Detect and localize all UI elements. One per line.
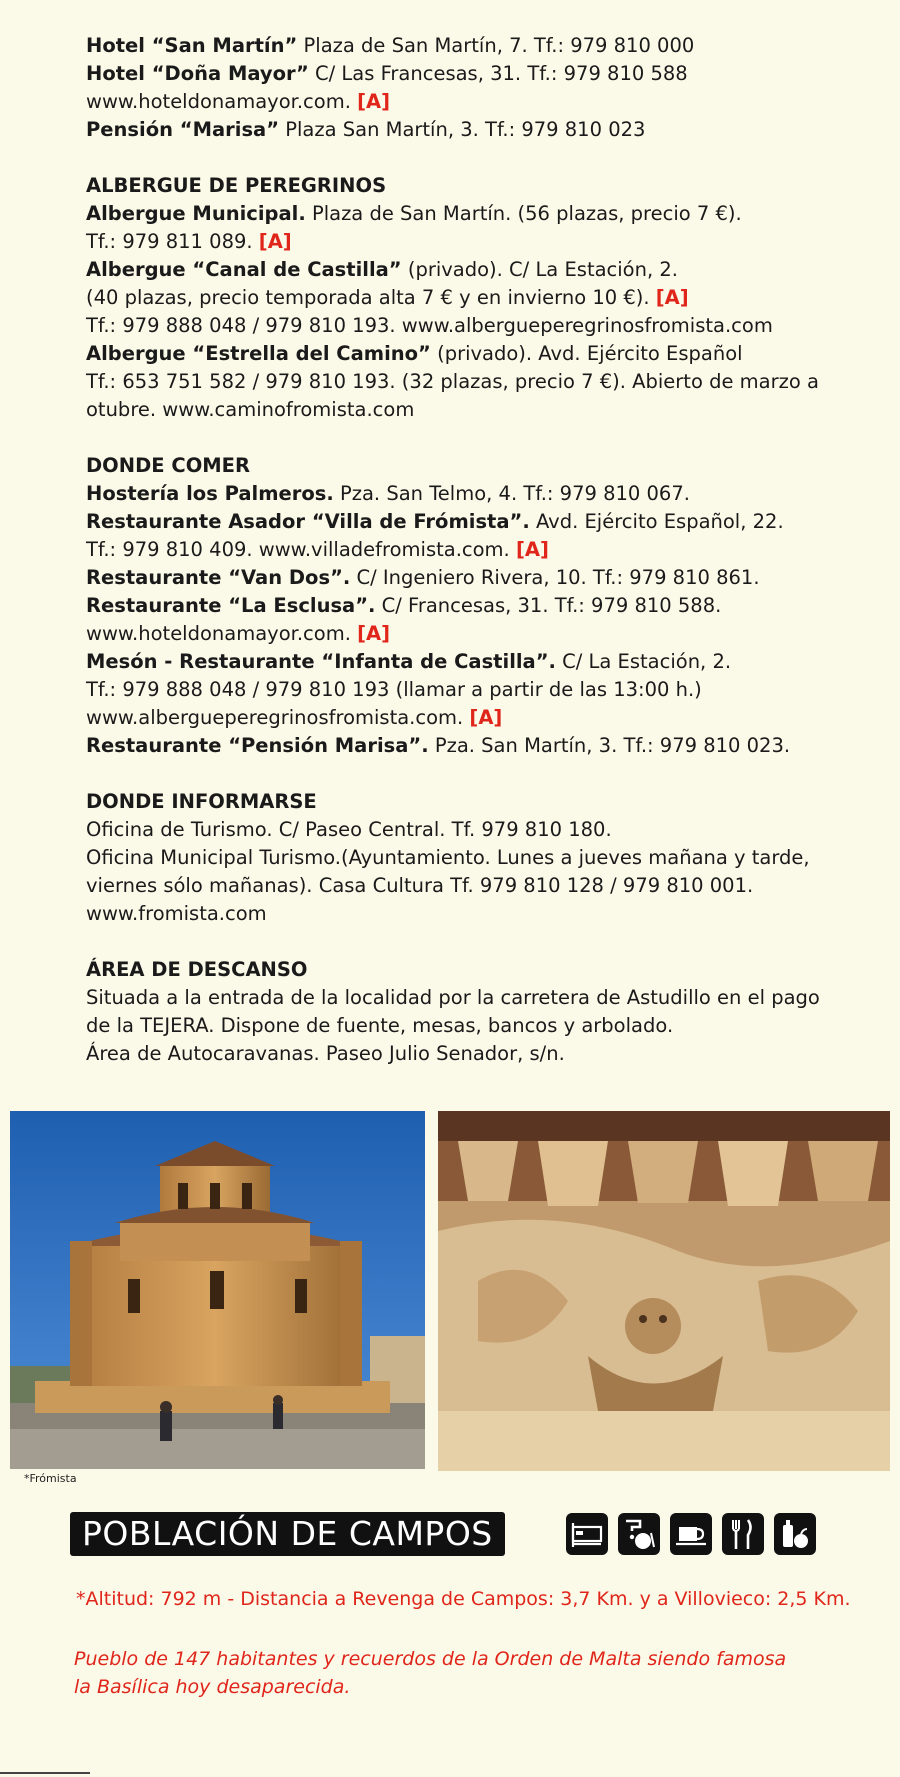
entry-detail: (privado). C/ La Estación, 2.: [401, 258, 678, 281]
entry-name: Restaurante “La Esclusa”.: [86, 594, 376, 617]
comer-lines: [86, 480, 876, 760]
informarse-heading: DONDE INFORMARSE: [86, 790, 317, 813]
text-line: [86, 256, 876, 284]
entry-detail: otubre. www.caminofromista.com: [86, 398, 415, 421]
albergue-section: [86, 172, 876, 424]
entry-detail: Oficina Municipal Turismo.(Ayuntamiento. Lunes a jueves mañana y tarde,: [86, 846, 810, 869]
text-line: [86, 592, 876, 620]
text-line: [86, 1012, 876, 1040]
entry-name: Albergue “Estrella del Camino”: [86, 342, 431, 365]
text-line: [86, 312, 876, 340]
text-line: [86, 704, 876, 732]
entry-detail: Oficina de Turismo. C/ Paseo Central. Tf. 979 810 180.: [86, 818, 612, 841]
text-line: [86, 648, 876, 676]
town-title: POBLACIÓN DE CAMPOS: [70, 1512, 505, 1556]
entry-detail: C/ Francesas, 31. Tf.: 979 810 588.: [375, 594, 722, 617]
accessibility-tag: [A]: [258, 230, 292, 253]
entry-detail: Plaza de San Martín. (56 plazas, precio 7 €).: [305, 202, 742, 225]
descanso-section: [86, 956, 876, 1068]
bed-icon: [566, 1513, 608, 1555]
text-line: [86, 844, 876, 872]
text-line: [86, 984, 876, 1012]
entry-detail: C/ Ingeniero Rivera, 10. Tf.: 979 810 861.: [350, 566, 760, 589]
entry-detail: Tf.: 979 810 409. www.villadefromista.com.: [86, 538, 516, 561]
coffee-icon: [670, 1513, 712, 1555]
entry-detail: C/ La Estación, 2.: [555, 650, 732, 673]
capital-sculpture-photo: [438, 1111, 890, 1471]
comer-heading: DONDE COMER: [86, 454, 251, 477]
text-line: [86, 200, 876, 228]
entry-detail: Avd. Ejército Español, 22.: [529, 510, 784, 533]
entry-name: Restaurante “Pensión Marisa”.: [86, 734, 429, 757]
entry-name: Hotel “Doña Mayor”: [86, 62, 309, 85]
entry-detail: Tf.: 979 888 048 / 979 810 193. www.albergueperegrinosfromista.com: [86, 314, 773, 337]
entry-name: Restaurante Asador “Villa de Frómista”.: [86, 510, 530, 533]
entry-detail: www.albergueperegrinosfromista.com.: [86, 706, 470, 729]
description-line: la Basílica hoy desaparecida.: [74, 1676, 351, 1698]
text-line: [86, 676, 876, 704]
descanso-heading: ÁREA DE DESCANSO: [86, 958, 308, 981]
entry-detail: www.hoteldonamayor.com.: [86, 622, 358, 645]
photo-strip: [10, 1111, 890, 1471]
photo-caption: *Frómista: [24, 1472, 77, 1485]
town-header: [70, 1512, 850, 1556]
text-line: [86, 368, 876, 396]
entry-detail: Tf.: 979 888 048 / 979 810 193 (llamar a partir de las 13:00 h.): [86, 678, 702, 701]
text-line: [86, 88, 876, 116]
groceries-icon: [774, 1513, 816, 1555]
description-line: Pueblo de 147 habitantes y recuerdos de la Orden de Malta siendo famosa: [74, 1648, 787, 1670]
entry-name: Albergue Municipal.: [86, 202, 306, 225]
descanso-lines: [86, 984, 876, 1068]
entry-detail: (privado). Avd. Ejército Español: [430, 342, 743, 365]
informarse-section: [86, 788, 876, 928]
entry-detail: www.hoteldonamayor.com.: [86, 90, 358, 113]
text-line: [86, 340, 876, 368]
town-description: [74, 1645, 864, 1701]
text-line: [86, 480, 876, 508]
text-line: [86, 536, 876, 564]
entry-detail: Plaza de San Martín, 7. Tf.: 979 810 000: [297, 34, 695, 57]
text-line: [86, 900, 876, 928]
albergue-lines: [86, 200, 876, 424]
entry-detail: viernes sólo mañanas). Casa Cultura Tf. 979 810 128 / 979 810 001.: [86, 874, 754, 897]
entry-detail: Situada a la entrada de la localidad por la carretera de Astudillo en el pago: [86, 986, 820, 1009]
text-line: [86, 620, 876, 648]
fork-knife-icon: [722, 1513, 764, 1555]
entry-name: Restaurante “Van Dos”.: [86, 566, 351, 589]
entry-detail: de la TEJERA. Dispone de fuente, mesas, bancos y arbolado.: [86, 1014, 674, 1037]
albergue-heading: ALBERGUE DE PEREGRINOS: [86, 174, 387, 197]
entry-detail: www.fromista.com: [86, 902, 267, 925]
entry-name: Pensión “Marisa”: [86, 118, 280, 141]
text-line: [86, 816, 876, 844]
altitude-distance: *Altitud: 792 m - Distancia a Revenga de Campos: 3,7 Km. y a Villovieco: 2,5 Km.: [76, 1588, 851, 1610]
entry-name: Hotel “San Martín”: [86, 34, 298, 57]
text-line: [86, 60, 876, 88]
text-line: [86, 1040, 876, 1068]
entry-name: Mesón - Restaurante “Infanta de Castilla”.: [86, 650, 556, 673]
hotels-section: [86, 32, 876, 144]
accessibility-tag: [A]: [469, 706, 503, 729]
church-photo: [10, 1111, 425, 1469]
entry-detail: Plaza San Martín, 3. Tf.: 979 810 023: [279, 118, 646, 141]
text-line: [86, 732, 876, 760]
fountain-icon: [618, 1513, 660, 1555]
accessibility-tag: [A]: [515, 538, 549, 561]
text-line: [86, 116, 876, 144]
text-line: [86, 32, 876, 60]
text-line: [86, 284, 876, 312]
comer-section: [86, 452, 876, 760]
accessibility-tag: [A]: [357, 622, 391, 645]
text-line: [86, 872, 876, 900]
entry-detail: (40 plazas, precio temporada alta 7 € y en invierno 10 €).: [86, 286, 656, 309]
entry-detail: Área de Autocaravanas. Paseo Julio Senador, s/n.: [86, 1042, 565, 1065]
accessibility-tag: [A]: [357, 90, 391, 113]
informarse-lines: [86, 816, 876, 928]
entry-detail: Tf.: 653 751 582 / 979 810 193. (32 plazas, precio 7 €). Abierto de marzo a: [86, 370, 819, 393]
accessibility-tag: [A]: [655, 286, 689, 309]
entry-detail: Pza. San Telmo, 4. Tf.: 979 810 067.: [333, 482, 690, 505]
directory-text: [86, 32, 876, 1068]
text-line: [86, 228, 876, 256]
text-line: [86, 396, 876, 424]
entry-detail: C/ Las Francesas, 31. Tf.: 979 810 588: [308, 62, 688, 85]
entry-detail: Tf.: 979 811 089.: [86, 230, 259, 253]
entry-detail: Pza. San Martín, 3. Tf.: 979 810 023.: [428, 734, 791, 757]
text-line: [86, 564, 876, 592]
entry-name: Albergue “Canal de Castilla”: [86, 258, 402, 281]
bottom-rule: [0, 1772, 90, 1774]
entry-name: Hostería los Palmeros.: [86, 482, 334, 505]
text-line: [86, 508, 876, 536]
